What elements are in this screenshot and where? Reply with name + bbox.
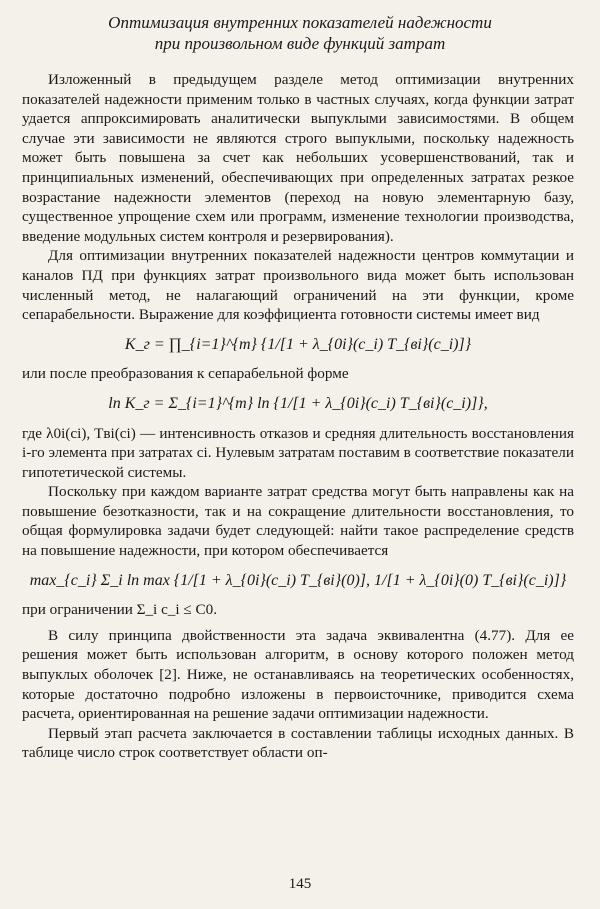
- section-title: [40, 12, 560, 54]
- text-after-formula-1: или после преобразования к сепарабельной форме: [22, 365, 349, 383]
- section-title-line-1: Оптимизация внутренних показателей надежности: [108, 13, 492, 32]
- formula-availability-product: [22, 335, 574, 355]
- section-title-line-2: при произвольном виде функций затрат: [154, 34, 446, 53]
- page-number: 145: [288, 876, 312, 892]
- formula-max-objective: [22, 571, 574, 591]
- formula-3-text: max_{c_i} Σ_i ln max {1/[1 + λ_{0i}(c_i) T_{вi}(0)], 1/[1 + λ_{0i}(0) T_{вi}(c_i)]}: [29, 571, 567, 589]
- constraint-line: при ограничении Σ_i c_i ≤ C0.: [22, 601, 218, 619]
- formula-2-text: ln K_г = Σ_{i=1}^{m} ln {1/[1 + λ_{0i}(c_i) T_{вi}(c_i)]},: [108, 394, 488, 412]
- paragraph-5: Первый этап расчета заключается в составлении таблицы исходных данных. В таблице число строк соответствует области оп-: [22, 724, 574, 762]
- body-text: [22, 70, 574, 763]
- paragraph-1: Изложенный в предыдущем разделе метод оптимизации внутренних показателей надежности применим только в частных случаях, когда функции затрат удается аппроксимировать аналитически выпуклыми зависимостями. В общем случае эти зависимости не являются строго выпуклыми, поскольку надежность может быть повышена за счет как небольших усовершенствований, так и принципиальных изменений, обеспечивающих при определенных затратах резкое возрастание надежности элементов (переход на новую элементарную базу, существенное упрощение схем или программ, изменение технологии производства, введение модульных систем контроля и резервирования).: [22, 71, 574, 245]
- where-definitions: где λ0i(ci), Tвi(ci) — интенсивность отказов и средняя длительность восстановления i-го элемента при затратах ci. Нулевым затратам поставим в соответствие показатели гипотетической системы.: [22, 424, 574, 481]
- paragraph-4: В силу принципа двойственности эта задача эквивалентна (4.77). Для ее решения может быть использован алгоритм, в основу которого положен метод выпуклых оболочек [2]. Ниже, не останавливаясь на теоретических особенностях, которые достаточно подробно изложены в первоисточнике, приводится схема расчета, ориентированная на решение задачи оптимизации надежности.: [22, 626, 574, 723]
- formula-1-text: K_г = ∏_{i=1}^{m} {1/[1 + λ_{0i}(c_i) T_{вi}(c_i)]}: [124, 335, 472, 353]
- formula-log-sum: [22, 394, 574, 414]
- paragraph-2: Для оптимизации внутренних показателей надежности центров коммутации и каналов ПД при функциях затрат произвольного вида может быть использован численный метод, не налагающий ограничений на эти функции, кроме сепарабельности. Выражение для коэффициента готовности системы имеет вид: [22, 247, 574, 324]
- paragraph-3: Поскольку при каждом варианте затрат средства могут быть направлены как на повышение безотказности, так и на сокращение длительности восстановления, то общая формулировка задачи будет следующей: найти такое распределение средств на повышение надежности, при котором обеспечивается: [22, 483, 574, 560]
